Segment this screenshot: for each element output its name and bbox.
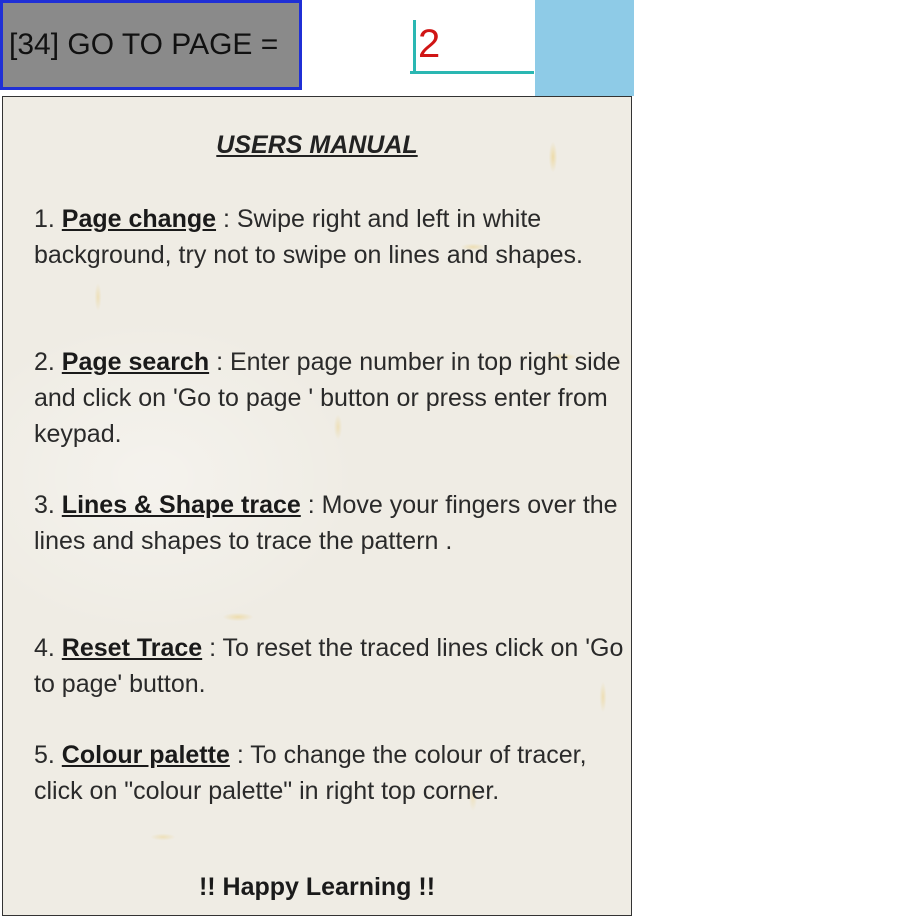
manual-item-text: : To reset the traced lines click on 'Go to page' button.: [34, 634, 624, 698]
manual-item-lines-shape-trace: [34, 487, 624, 559]
manual-item-text: : Move your fingers over the lines and shapes to trace the pattern .: [34, 491, 618, 555]
go-to-page-button[interactable]: [0, 0, 302, 90]
manual-item-text: : To change the colour of tracer, click on "colour palette" in right top corner.: [34, 741, 587, 805]
colour-palette-button[interactable]: [535, 0, 634, 96]
manual-item-reset-trace: [34, 630, 624, 702]
manual-item-label: Page search: [61, 348, 210, 376]
manual-item-number: 1.: [34, 205, 62, 233]
go-to-page-label: [34] GO TO PAGE =: [9, 28, 279, 61]
page-number-field-wrapper: [410, 18, 534, 76]
happy-learning-note: !! Happy Learning !!: [198, 873, 436, 901]
manual-item-page-search: [34, 344, 624, 452]
manual-item-label: Reset Trace: [61, 634, 203, 662]
manual-item-label: Lines & Shape trace: [61, 491, 301, 519]
manual-item-text: : Enter page number in top right side and click on 'Go to page ' button or press enter from keypad.: [34, 348, 621, 448]
manual-item-text: : Swipe right and left in white background, try not to swipe on lines and shapes.: [34, 205, 583, 269]
top-toolbar: [0, 0, 634, 96]
page-number-input[interactable]: [410, 18, 534, 74]
manual-title: USERS MANUAL: [216, 131, 418, 159]
manual-item-number: 4.: [34, 634, 62, 662]
manual-item-number: 3.: [34, 491, 62, 519]
manual-item-label: Colour palette: [61, 741, 230, 769]
manual-item-number: 5.: [34, 741, 62, 769]
manual-item-colour-palette: [34, 737, 624, 809]
manual-item-page-change: [34, 201, 624, 273]
text-cursor: [413, 20, 416, 72]
manual-item-number: 2.: [34, 348, 62, 376]
manual-item-label: Page change: [61, 205, 217, 233]
users-manual-panel: [2, 96, 632, 916]
